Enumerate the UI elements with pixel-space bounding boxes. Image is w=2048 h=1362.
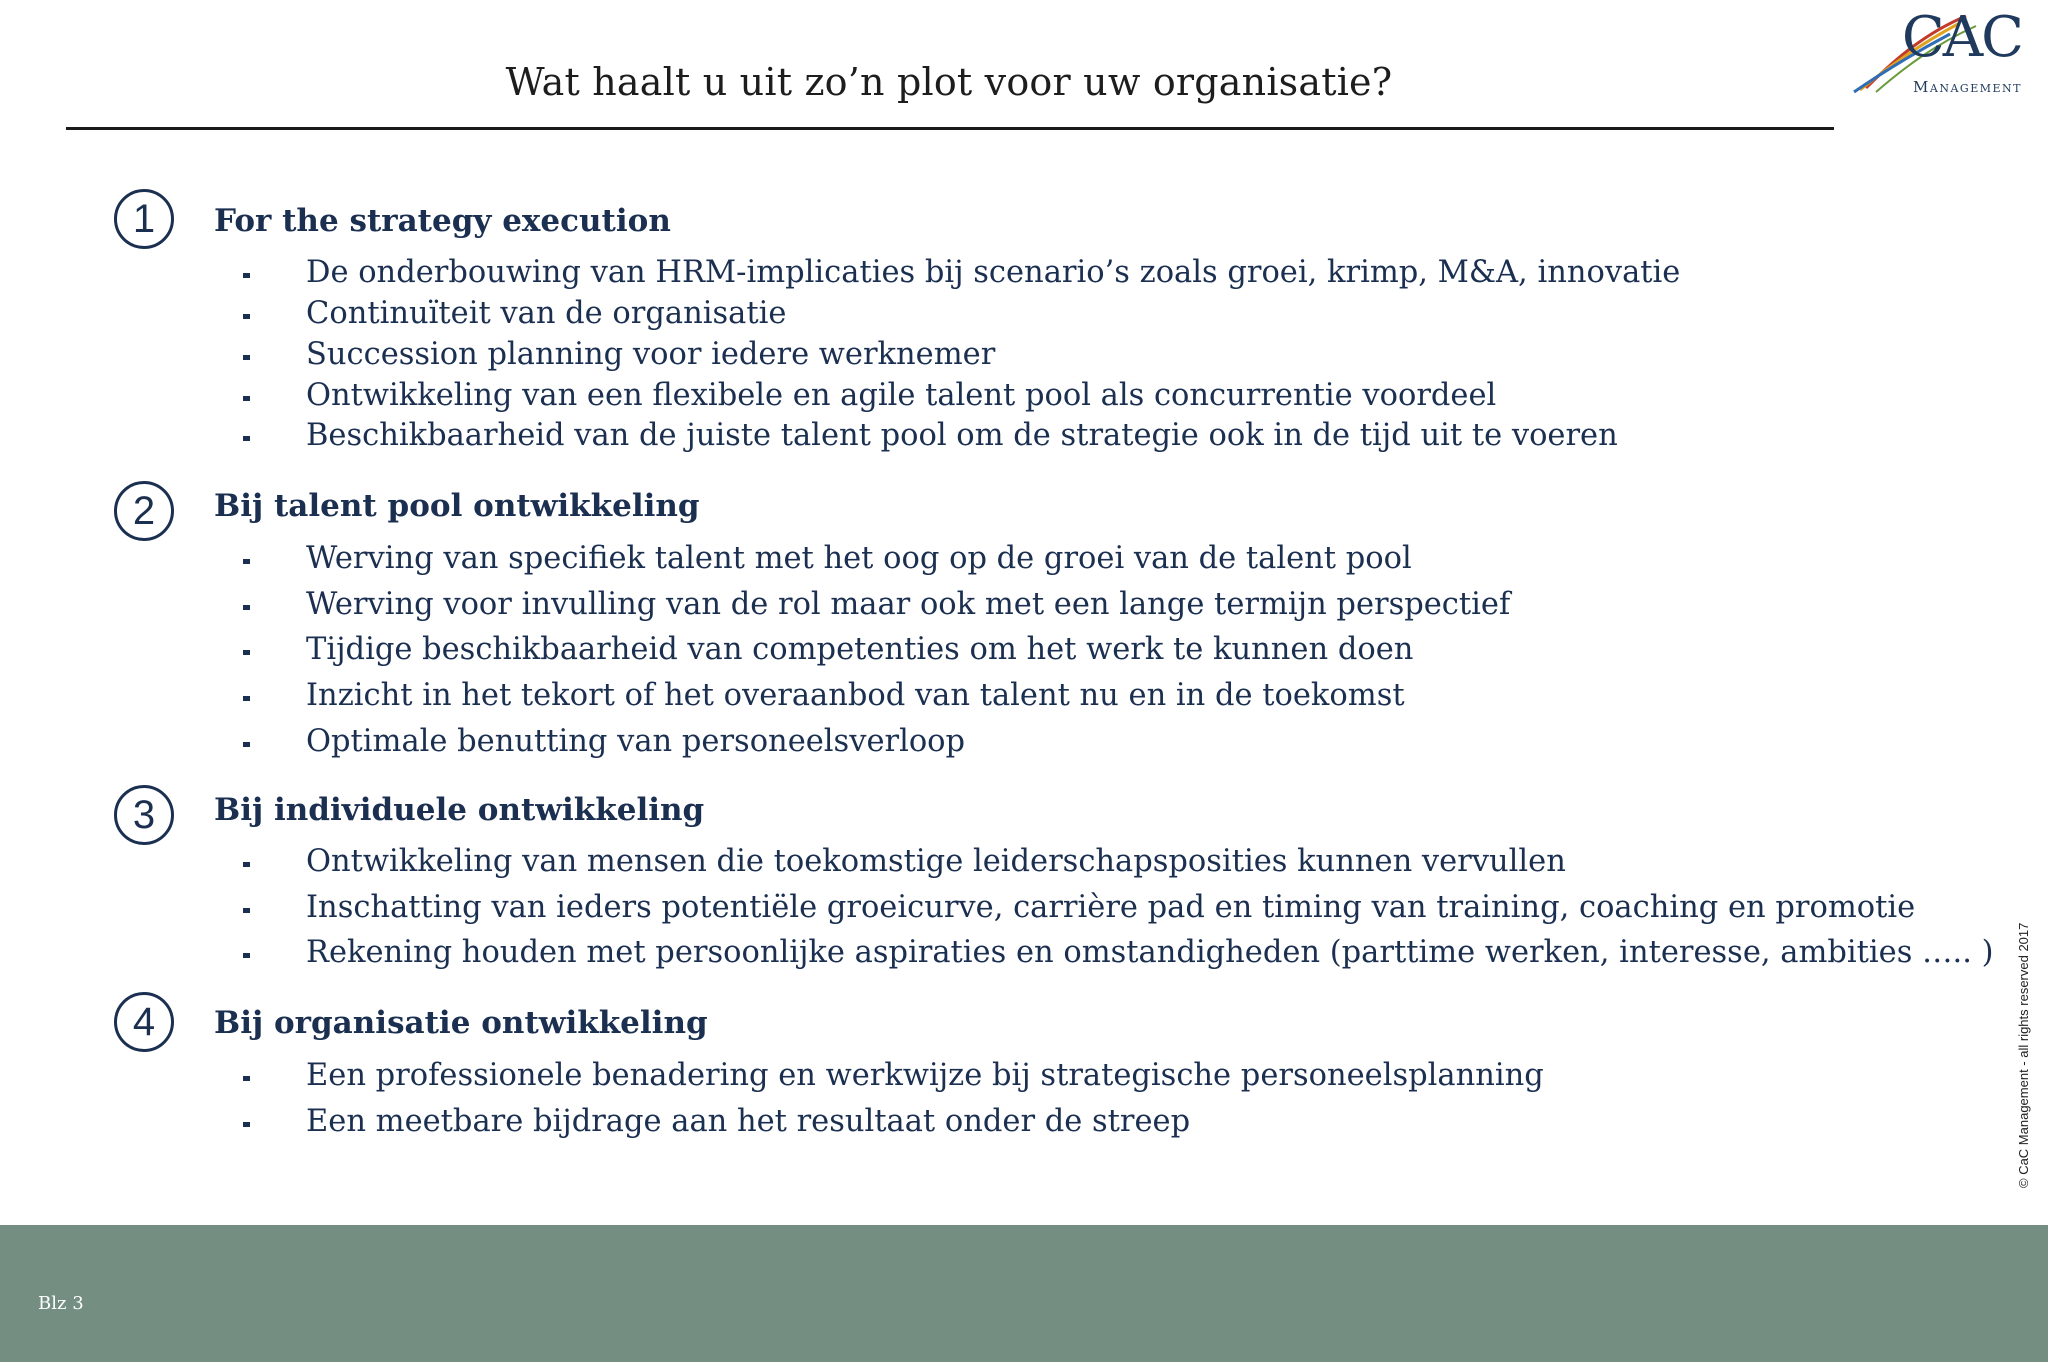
bullet-dash — [243, 436, 250, 441]
bullet-dash — [243, 1122, 250, 1127]
page-title: Wat haalt u uit zo’n plot voor uw organisatie? — [505, 60, 1393, 104]
bullet-text: Inschatting van ieders potentiële groeicurve, carrière pad en timing van training, coaching en promotie — [306, 890, 1916, 925]
bullet-dash — [243, 650, 250, 655]
bullet-dash — [243, 605, 250, 610]
bullet-text: De onderbouwing van HRM-implicaties bij scenario’s zoals groei, krimp, M&A, innovatie — [306, 255, 1681, 290]
bullet-dash — [243, 559, 250, 564]
footer-bar — [0, 1225, 2048, 1362]
bullet-text: Werving van specifiek talent met het oog op de groei van de talent pool — [306, 541, 1412, 576]
bullet-text: Rekening houden met persoonlijke aspiraties en omstandigheden (parttime werken, interesse, ambities ….. ) — [306, 935, 1994, 970]
page-number: Blz 3 — [38, 1293, 84, 1314]
bullet-dash — [243, 696, 250, 701]
bullet-dash — [243, 396, 250, 401]
section-title: For the strategy execution — [214, 203, 671, 239]
bullet-dash — [243, 742, 250, 747]
bullet-text: Optimale benutting van personeelsverloop — [306, 724, 966, 759]
section-title: Bij individuele ontwikkeling — [214, 792, 705, 828]
bullet-dash — [243, 355, 250, 360]
bullet-text: Een meetbare bijdrage aan het resultaat onder de streep — [306, 1104, 1191, 1139]
bullet-dash — [243, 953, 250, 958]
section-number-badge: 4 — [114, 992, 174, 1052]
bullet-dash — [243, 862, 250, 867]
logo-wordmark: CAC — [1901, 5, 2022, 70]
bullet-text: Inzicht in het tekort of het overaanbod van talent nu en in de toekomst — [306, 678, 1405, 713]
logo-subtitle: Management — [1913, 78, 2022, 96]
bullet-dash — [243, 314, 250, 319]
section-number-badge: 2 — [114, 481, 174, 541]
bullet-text: Werving voor invulling van de rol maar ook met een lange termijn perspectief — [306, 587, 1511, 622]
bullet-text: Continuïteit van de organisatie — [306, 296, 787, 331]
bullet-text: Tijdige beschikbaarheid van competenties om het werk te kunnen doen — [306, 632, 1414, 667]
bullet-text: Ontwikkeling van mensen die toekomstige leiderschapsposities kunnen vervullen — [306, 844, 1566, 879]
bullet-dash — [243, 1076, 250, 1081]
section-number-badge: 1 — [114, 189, 174, 249]
bullet-text: Een professionele benadering en werkwijze bij strategische personeelsplanning — [306, 1058, 1544, 1093]
bullet-text: Beschikbaarheid van de juiste talent pool om de strategie ook in de tijd uit te voeren — [306, 418, 1618, 453]
copyright-notice: © CaC Management - all rights reserved 2017 — [2016, 922, 2031, 1188]
section-title: Bij talent pool ontwikkeling — [214, 488, 700, 524]
bullet-text: Ontwikkeling van een flexibele en agile talent pool als concurrentie voordeel — [306, 378, 1497, 413]
section-title: Bij organisatie ontwikkeling — [214, 1005, 708, 1041]
bullet-dash — [243, 908, 250, 913]
section-number-badge: 3 — [114, 785, 174, 845]
bullet-text: Succession planning voor iedere werknemer — [306, 337, 996, 372]
bullet-dash — [243, 273, 250, 278]
